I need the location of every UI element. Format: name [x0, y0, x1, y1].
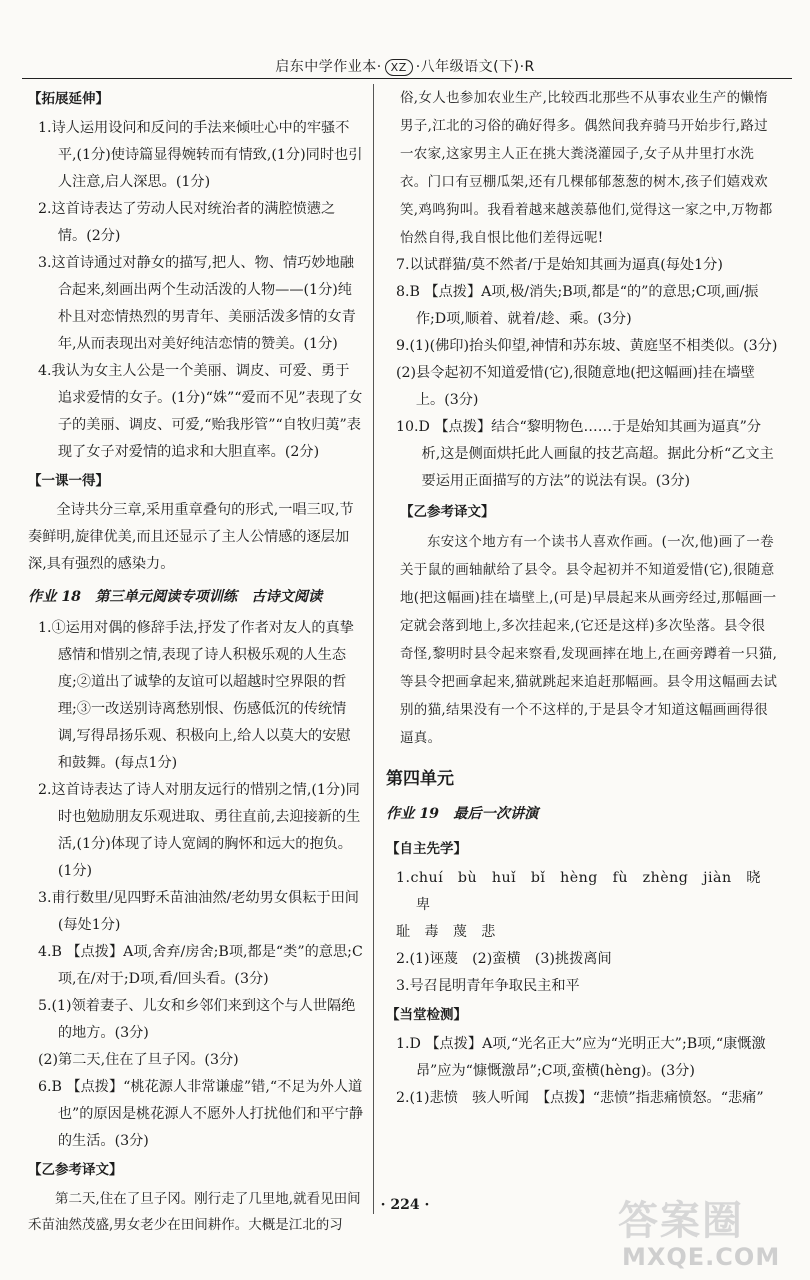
answer-item: 1.诗人运用设问和反问的手法来倾吐心中的牢骚不平,(1分)使诗篇显得婉转而有情致,(1分)同时也引人注意,启人深思。(1分) — [37, 120, 363, 190]
header-rule — [22, 78, 792, 79]
homework-19-title: 作业 19 最后一次讲演 — [386, 806, 539, 822]
answer-item: 2.这首诗表达了诗人对朋友远行的惜别之情,(1分)同时也勉励朋友乐观进取、勇往直前,去迎接新的生活,(1分)体现了诗人宽阔的胸怀和远大的抱负。(1分) — [37, 782, 361, 879]
answer-item: 9.(1)(佛印)抬头仰望,神情和苏东坡、黄庭坚不相类似。(3分) — [395, 338, 778, 354]
answer-item: 2.这首诗表达了劳动人民对统治者的满腔愤懑之情。(2分) — [37, 201, 336, 244]
site-watermark — [618, 1198, 798, 1276]
header-badge: XZ — [385, 59, 413, 76]
right-column — [386, 84, 778, 1112]
page-header — [0, 56, 810, 76]
answer-item: (2)县令起初不知道爱惜(它),很随意地(把这幅画)挂在墙壁上。(3分) — [395, 365, 755, 408]
answer-item: 1.D 【点拨】A项,“光名正大”应为“光明正大”;B项,“康慨激昂”应为“慷慨激昂”;C项,蛮横(hèng)。(3分) — [395, 1036, 766, 1079]
unit-title: 第四单元 — [386, 769, 454, 789]
answer-item: 4.B 【点拨】A项,舍弃/房舍;B项,都是“类”的意思;C项,在/对于;D项,看/回头看。(3分) — [37, 944, 363, 987]
translation-text: 第二天,住在了旦子冈。刚行走了几里地,就看见田间禾苗油然茂盛,男女老少在田间耕作。大概是江北的习 — [28, 1191, 361, 1233]
translation-text: 东安这个地方有一个读书人喜欢作画。(一次,他)画了一卷关于鼠的画轴献给了县令。县令起初并不知道爱惜(它),很随意地(把这幅画)挂在墙壁上,(可是)早晨起来从画旁经过,那幅画一定就会落到地上,多次挂起来,(它还是这样)多次坠落。县令很奇怪,黎明时县令起来察看,发现画摔在地上,在画旁蹲着一只猫,等县令把画拿起来,猫就跳起来追赶那幅画。县令用这幅画去试别的猫,结果没有一个不这样的,于是县令才知道这幅画画得很逼真。 — [400, 534, 778, 746]
column-divider — [373, 84, 374, 1214]
answer-item: 5.(1)领着妻子、儿女和乡邻们来到这个与人世隔绝的地方。(3分) — [37, 998, 356, 1041]
lesson-summary: 全诗共分三章,采用重章叠句的形式,一唱三叹,节奏鲜明,旋律优美,而且还显示了主人公情感的逐层加深,具有强烈的感染力。 — [28, 502, 354, 572]
section-title-class-test: 【当堂检测】 — [386, 1007, 467, 1023]
homework-18-title: 作业 18 第三单元阅读专项训练 古诗文阅读 — [28, 589, 323, 605]
answer-item: 2.(1)悲愤 骇人听闻 【点拨】“悲愤”指悲痛愤怒。“悲痛” — [395, 1090, 764, 1106]
watermark-bottom: MXQE.COM — [622, 1243, 781, 1271]
page-number: · 224 · — [380, 1197, 430, 1213]
translation-title: 【乙参考译文】 — [28, 1162, 123, 1178]
answer-item: 3.这首诗通过对静女的描写,把人、物、情巧妙地融合起来,刻画出两个生动活泼的人物——(1分)纯朴且对恋情热烈的男青年、美丽活泼多情的女青年,从而表现出对美好纯洁恋情的赞美。(1分) — [37, 255, 356, 352]
answer-item: 10.D 【点拨】结合“黎明物色……于是始知其画为逼真”分析,这是侧面烘托此人画鼠的技艺高超。据此分析“乙文主要运用正面描写的方法”的说法有误。(3分) — [395, 419, 774, 489]
answer-item: 2.(1)诬蔑 (2)蛮横 (3)挑拨离间 — [395, 951, 612, 967]
left-column — [28, 84, 363, 1238]
answer-item: 6.B 【点拨】“桃花源人非常谦虚”错,“不足为外人道也”的原因是桃花源人不愿外人打扰他们和平宁静的生活。(3分) — [37, 1079, 364, 1149]
answer-item: 3.甫行数里/见四野禾苗油油然/老幼男女俱耘于田间(每处1分) — [37, 890, 359, 933]
translation-title: 【乙参考译文】 — [400, 504, 495, 520]
section-title-lesson: 【一课一得】 — [28, 473, 109, 489]
header-right: ·八年级语文(下)·R — [415, 59, 535, 75]
watermark-top: 答案圈 — [618, 1198, 744, 1244]
answer-item: 4.我认为女主人公是一个美丽、调皮、可爱、勇于追求爱情的女子。(1分)“姝”“爱而不见”表现了女子的美丽、调皮、可爱,“贻我彤管”“自牧归荑”表现了女子对爱情的追求和大胆直率。(2分) — [37, 363, 363, 460]
answer-item: 7.以试群猫/莫不然者/于是始知其画为逼真(每处1分) — [395, 257, 723, 273]
header-left: 启东中学作业本· — [275, 59, 382, 75]
answer-item: 1.①运用对偶的修辞手法,抒发了作者对友人的真挚感情和惜别之情,表现了诗人积极乐观的人生态度;②道出了诚挚的友谊可以超越时空界限的哲理;③一改送别诗离愁别恨、伤感低沉的传统情调,写得昂扬乐观、积极向上,给人以莫大的安慰和鼓舞。(每点1分) — [37, 620, 354, 771]
answer-item: 3.号召昆明青年争取民主和平 — [395, 978, 580, 994]
section-title-extension: 【拓展延伸】 — [28, 91, 109, 107]
pinyin-line: 1.chuí bù huǐ bǐ hèng fù zhèng jiàn 晓 卑 — [395, 870, 776, 913]
answer-item: 8.B 【点拨】A项,极/消失;B项,都是“的”的意思;C项,画/振作;D项,顺着、就着/趁、乘。(3分) — [395, 284, 759, 327]
answer-item: (2)第二天,住在了旦子冈。(3分) — [37, 1052, 239, 1068]
translation-continued: 俗,女人也参加农业生产,比较西北那些不从事农业生产的懒惰男子,江北的习俗的确好得多。偶然间我弃骑马开始步行,路过一农家,这家男主人正在挑大粪浇灌园子,女子从井里打水洗衣。门口有豆棚瓜架,还有几棵郁郁葱葱的树木,孩子们嬉戏欢笑,鸡鸣狗叫。我看着越来越羡慕他们,觉得这一家之中,万物都怡然自得,我自恨比他们差得远呢! — [400, 90, 773, 246]
characters-line: 耻 毒 蔑 悲 — [395, 924, 496, 940]
section-title-self-study: 【自主先学】 — [386, 841, 467, 857]
